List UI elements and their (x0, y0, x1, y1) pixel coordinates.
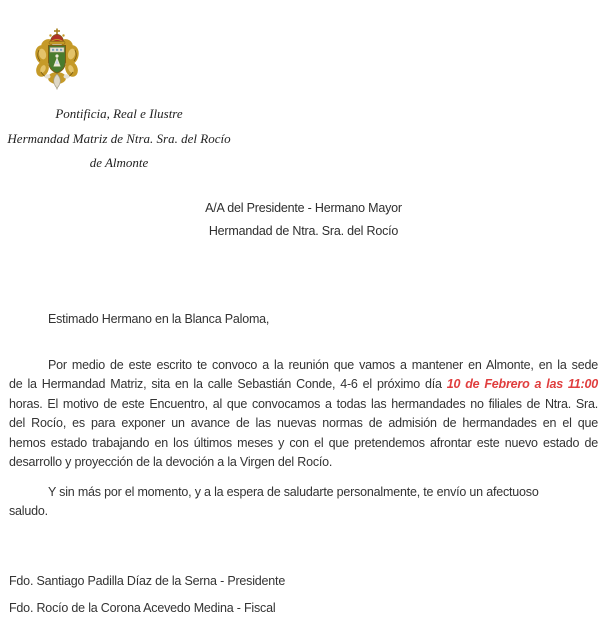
recipient-line-1: A/A del Presidente - Hermano Mayor (205, 200, 402, 215)
paragraph-line: saludo. (9, 504, 48, 518)
letter-body (9, 312, 598, 622)
body-paragraph-2 (9, 483, 598, 522)
letterhead-line-1: Pontificia, Real e Ilustre (55, 106, 183, 121)
hermandad-crest-icon (33, 28, 81, 90)
signature-fiscal: Fdo. Rocío de la Corona Acevedo Medina - Fiscal (9, 600, 276, 615)
recipient-line-2: Hermandad de Ntra. Sra. del Rocío (208, 223, 399, 238)
signature-president: Fdo. Santiago Padilla Díaz de la Serna - Presidente (9, 573, 286, 588)
paragraph-line: desarrollo y proyección de la devoción a la Virgen del Rocío. (9, 455, 333, 469)
paragraph-line: Por medio de este escrito te convoco a la reunión que vamos a mantener en Almonte, en la sede (48, 357, 598, 372)
signature-block (9, 568, 598, 622)
paragraph-line: horas. El motivo de este Encuentro, al que convocamos a todas las hermandades no filiales de Ntra. Sra. (9, 396, 598, 411)
body-paragraph-1 (9, 356, 598, 473)
paragraph-line: hemos estado trabajando en los últimos meses y con el que pretendemos afrontar este nuevo estado de (9, 435, 598, 450)
salutation: Estimado Hermano en la Blanca Paloma, (48, 311, 270, 326)
paragraph-line-text: de la Hermandad Matriz, sita en la calle Sebastián Conde, 4-6 el próximo día (9, 377, 442, 391)
paragraph-line (9, 375, 598, 395)
letterhead-line-3: de Almonte (89, 155, 149, 170)
paragraph-line: Y sin más por el momento, y a la espera de saludarte personalmente, te envío un afectuoso (48, 484, 539, 499)
recipient-block (0, 197, 607, 243)
paragraph-line: del Rocío, es para exponer un avance de las nuevas normas de admisión de hermandades en el que (9, 416, 598, 430)
date-highlight: 10 de Febrero a las 11:00 (446, 377, 598, 391)
letterhead-line-2: Hermandad Matriz de Ntra. Sra. del Rocío (7, 130, 231, 146)
letterhead (0, 102, 238, 176)
